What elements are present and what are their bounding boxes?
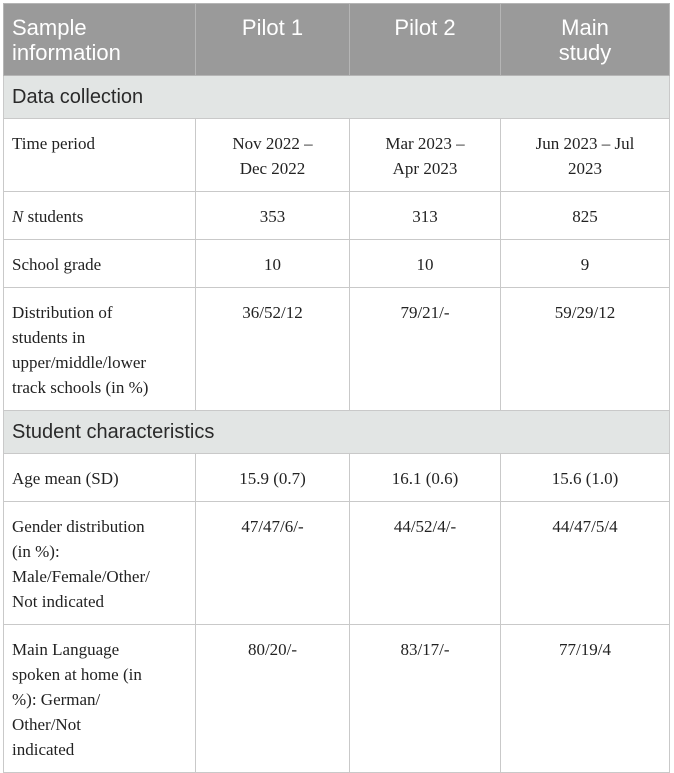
table-row: [4, 625, 670, 773]
label-n-italic: N: [12, 207, 24, 226]
row-label-distribution: [4, 288, 196, 411]
label-line: Male/Female/Other/: [12, 567, 150, 586]
sample-information-table: [3, 3, 670, 773]
row-label-language: [4, 625, 196, 773]
table-header-row: [4, 4, 670, 76]
cell-line: 2023: [568, 159, 602, 178]
cell-pilot-1: 80/20/-: [196, 625, 350, 773]
row-label-age-mean: Age mean (SD): [4, 454, 196, 502]
label-line: (in %):: [12, 542, 60, 561]
label-rest: students: [23, 207, 84, 226]
section-title: Data collection: [4, 76, 670, 119]
label-line: Other/Not: [12, 715, 81, 734]
header-main-study: [501, 4, 670, 76]
table-row: [4, 240, 670, 288]
cell-pilot-1: 36/52/12: [196, 288, 350, 411]
section-row-student-characteristics: [4, 411, 670, 454]
row-label-gender: [4, 502, 196, 625]
row-label-time-period: Time period: [4, 119, 196, 192]
header-line: Sample: [12, 15, 87, 40]
section-row-data-collection: [4, 76, 670, 119]
header-line: Main: [561, 15, 609, 40]
header-pilot-2: Pilot 2: [350, 4, 501, 76]
cell-pilot-2: 10: [350, 240, 501, 288]
cell-pilot-2: 83/17/-: [350, 625, 501, 773]
cell-pilot-1: 15.9 (0.7): [196, 454, 350, 502]
table-row: [4, 119, 670, 192]
header-line: study: [558, 40, 612, 65]
cell-pilot-1: 353: [196, 192, 350, 240]
cell-pilot-1: [196, 119, 350, 192]
cell-main-study: 825: [501, 192, 670, 240]
cell-main-study: 59/29/12: [501, 288, 670, 411]
label-line: Main Language: [12, 640, 120, 659]
table-row: [4, 288, 670, 411]
cell-line: Jun 2023 – Jul: [535, 134, 635, 153]
label-line: indicated: [12, 740, 75, 759]
cell-line: Nov 2022 –: [232, 134, 313, 153]
label-line: %): German/: [12, 690, 101, 709]
label-line: Distribution of: [12, 303, 113, 322]
cell-pilot-2: 44/52/4/-: [350, 502, 501, 625]
table-row: [4, 454, 670, 502]
cell-pilot-2: [350, 119, 501, 192]
cell-main-study: 44/47/5/4: [501, 502, 670, 625]
label-line: Gender distribution: [12, 517, 145, 536]
table-row: [4, 192, 670, 240]
header-pilot-1: Pilot 1: [196, 4, 350, 76]
label-line: upper/middle/lower: [12, 353, 147, 372]
cell-line: Apr 2023: [392, 159, 458, 178]
cell-pilot-1: 47/47/6/-: [196, 502, 350, 625]
header-line: information: [12, 40, 121, 65]
header-sample-information: [4, 4, 196, 76]
cell-main-study: 77/19/4: [501, 625, 670, 773]
cell-main-study: [501, 119, 670, 192]
cell-main-study: 15.6 (1.0): [501, 454, 670, 502]
label-line: track schools (in %): [12, 378, 149, 397]
row-label-n-students: [4, 192, 196, 240]
cell-main-study: 9: [501, 240, 670, 288]
label-line: Not indicated: [12, 592, 105, 611]
cell-pilot-1: 10: [196, 240, 350, 288]
section-title: Student characteristics: [4, 411, 670, 454]
table-row: [4, 502, 670, 625]
label-line: spoken at home (in: [12, 665, 142, 684]
cell-pilot-2: 79/21/-: [350, 288, 501, 411]
label-line: students in: [12, 328, 86, 347]
cell-pilot-2: 16.1 (0.6): [350, 454, 501, 502]
cell-line: Mar 2023 –: [385, 134, 465, 153]
cell-line: Dec 2022: [239, 159, 306, 178]
cell-pilot-2: 313: [350, 192, 501, 240]
row-label-school-grade: School grade: [4, 240, 196, 288]
